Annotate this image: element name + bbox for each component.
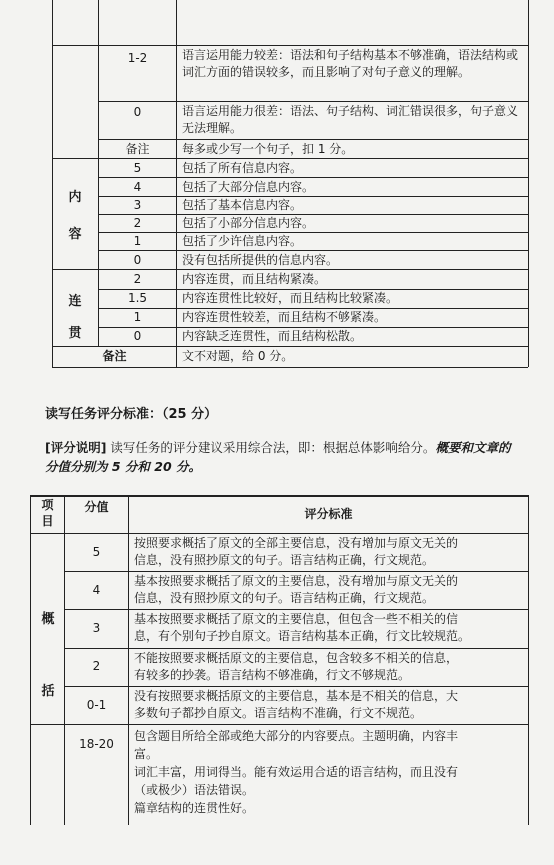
criteria-line: 息，有个别句子抄自原文。语言结构基本正确，行文比较规范。 (134, 629, 471, 643)
criteria-cell: 包括了基本信息内容。 (182, 198, 303, 212)
criteria-line: 没有按照要求概括原文的主要信息，基本是不相关的信息，大 (134, 689, 459, 703)
score-cell: 18-20 (79, 737, 114, 751)
score-cell: 4 (92, 583, 101, 597)
header-criteria: 评分标准 (304, 507, 353, 521)
criteria-line: 基本按照要求概括了原文的主要信息，没有增加与原文无关的 (134, 574, 459, 588)
criteria-cell (134, 535, 524, 569)
score-cell: 1.5 (127, 291, 148, 305)
score-cell: 5 (133, 161, 142, 175)
note-emphasis: 概要和文章的分值分别为 5 分和 20 分。 (45, 440, 511, 474)
category-coherence-char: 贯 (68, 326, 82, 341)
note-label: [评分说明] (45, 440, 107, 455)
criteria-cell (134, 688, 524, 722)
score-cell: 2 (133, 216, 142, 230)
criteria-cell: 语言运用能力很差：语法、句子结构、词汇错误很多，句子意义无法理解。 (182, 104, 519, 135)
section-title: 读写任务评分标准：（25 分） (45, 407, 218, 422)
category-coherence-char: 连 (68, 294, 82, 309)
score-cell: 4 (133, 180, 142, 194)
score-cell: 1-2 (127, 51, 148, 65)
criteria-cell (134, 573, 524, 607)
criteria-cell (134, 727, 524, 817)
criteria-cell: 内容缺乏连贯性，而且结构松散。 (182, 329, 363, 343)
category-summary-char: 括 (41, 684, 55, 699)
score-cell: 1 (133, 310, 142, 324)
category-content-char: 内 (68, 190, 82, 205)
category-content-char: 容 (68, 227, 82, 242)
score-cell: 0 (133, 329, 142, 343)
criteria-line: （或极少）语法错误。 (134, 783, 255, 797)
criteria-cell: 内容连贯性较差，而且结构不够紧凑。 (182, 310, 387, 324)
criteria-line: 多数句子都抄自原文。语言结构不准确，行文不规范。 (134, 706, 423, 720)
header-score: 分值 (84, 500, 109, 514)
score-cell: 0 (133, 253, 142, 267)
score-cell: 3 (92, 621, 101, 635)
header-item-char: 目 (41, 514, 54, 528)
criteria-cell: 内容连贯性比较好，而且结构比较紧凑。 (182, 291, 399, 305)
score-cell: 2 (92, 659, 101, 673)
criteria-cell (134, 650, 524, 684)
score-cell: 3 (133, 198, 142, 212)
criteria-cell: 包括了少许信息内容。 (182, 234, 303, 248)
score-cell: 0-1 (86, 698, 107, 712)
criteria-cell: 没有包括所提供的信息内容。 (182, 253, 339, 267)
criteria-cell: 语言运用能力较差：语法和句子结构基本不够准确，语法结构或词汇方面的错误较多，而且影响了对句子意义的理解。 (182, 48, 519, 79)
score-cell: 1 (133, 234, 142, 248)
score-cell: 2 (133, 272, 142, 286)
criteria-line: 不能按照要求概括原文的主要信息，包含较多不相关的信息， (134, 651, 459, 665)
criteria-line: 有较多的抄袭。语言结构不够准确，行文不够规范。 (134, 668, 411, 682)
final-remark-text: 文不对题，给 0 分。 (182, 349, 294, 363)
criteria-line: 富。 (134, 747, 159, 761)
final-remark-label: 备注 (102, 349, 127, 363)
score-cell: 5 (92, 545, 101, 559)
remark-label: 备注 (125, 142, 150, 156)
criteria-line: 信息，没有照抄原文的句子。语言结构正确，行文规范。 (134, 553, 435, 567)
criteria-cell (134, 611, 524, 645)
criteria-line: 按照要求概括了原文的全部主要信息，没有增加与原文无关的 (134, 536, 459, 550)
criteria-cell: 每多或少写一个句子，扣 1 分。 (182, 142, 354, 156)
note-text: 读写任务的评分建议采用综合法，即：根据总体影响给分。 (110, 440, 436, 455)
criteria-line: 信息，没有照抄原文的句子。语言结构正确，行文规范。 (134, 591, 435, 605)
header-item-char: 项 (41, 498, 54, 512)
criteria-cell: 包括了所有信息内容。 (182, 161, 303, 175)
header-item (31, 497, 64, 529)
scoring-note (45, 438, 515, 476)
category-summary-char: 概 (41, 612, 55, 627)
criteria-line: 包含题目所给全部或绝大部分的内容要点。主题明确，内容丰 (134, 729, 459, 743)
criteria-line: 词汇丰富，用词得当。能有效运用合适的语言结构，而且没有 (134, 765, 459, 779)
criteria-cell: 内容连贯，而且结构紧凑。 (182, 272, 327, 286)
criteria-line: 基本按照要求概括了原文的主要信息，但包含一些不相关的信 (134, 612, 459, 626)
criteria-cell: 包括了大部分信息内容。 (182, 180, 315, 194)
score-cell: 0 (133, 105, 142, 119)
criteria-line: 篇章结构的连贯性好。 (134, 801, 255, 815)
criteria-cell: 包括了小部分信息内容。 (182, 216, 315, 230)
